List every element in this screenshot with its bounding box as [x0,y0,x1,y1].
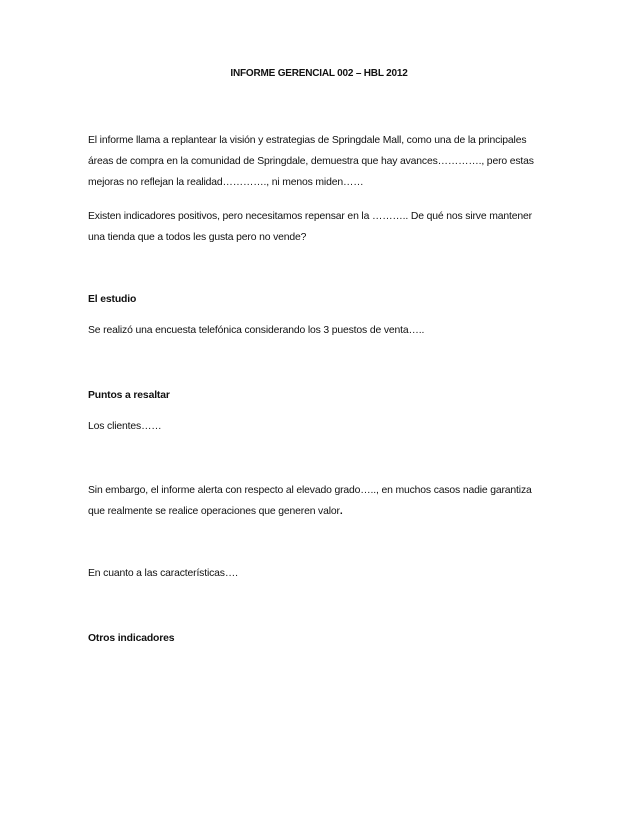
indicators-line-2: una tienda que a todos les gusta pero no vende? [88,232,307,244]
intro-line-1: El informe llama a replantear la visión y estrategias de Springdale Mall, como una de la principales [88,135,527,146]
indicators-line-1: Existen indicadores positivos, pero necesitamos repensar en la ……….. De qué nos sirve mantener [88,211,532,222]
document-title: INFORME GERENCIAL 002 – HBL 2012 [230,68,408,79]
indicators-paragraph [88,206,558,248]
heading-other-indicators: Otros indicadores [88,633,175,644]
alert-line-2 [88,501,558,522]
characteristics-text: En cuanto a las características…. [88,568,238,579]
alert-line-2-text: que realmente se realice operaciones que generen valor [88,506,340,518]
highlights-text: Los clientes…… [88,421,162,432]
highlights-paragraph [88,416,558,437]
alert-line-1: Sin embargo, el informe alerta con respecto al elevado grado….., en muchos casos nadie garantiza [88,485,532,496]
characteristics-paragraph [88,563,558,584]
heading-highlights: Puntos a resaltar [88,390,170,401]
alert-paragraph [88,480,558,522]
study-paragraph [88,320,558,341]
heading-study: El estudio [88,294,137,305]
alert-line-2-period: . [339,506,343,518]
intro-paragraph [88,130,558,194]
intro-line-3: mejoras no reflejan la realidad…………., ni menos miden…… [88,177,364,189]
intro-line-2: áreas de compra en la comunidad de Springdale, demuestra que hay avances…………., pero estas [88,156,534,168]
study-text: Se realizó una encuesta telefónica considerando los 3 puestos de venta….. [88,325,425,336]
